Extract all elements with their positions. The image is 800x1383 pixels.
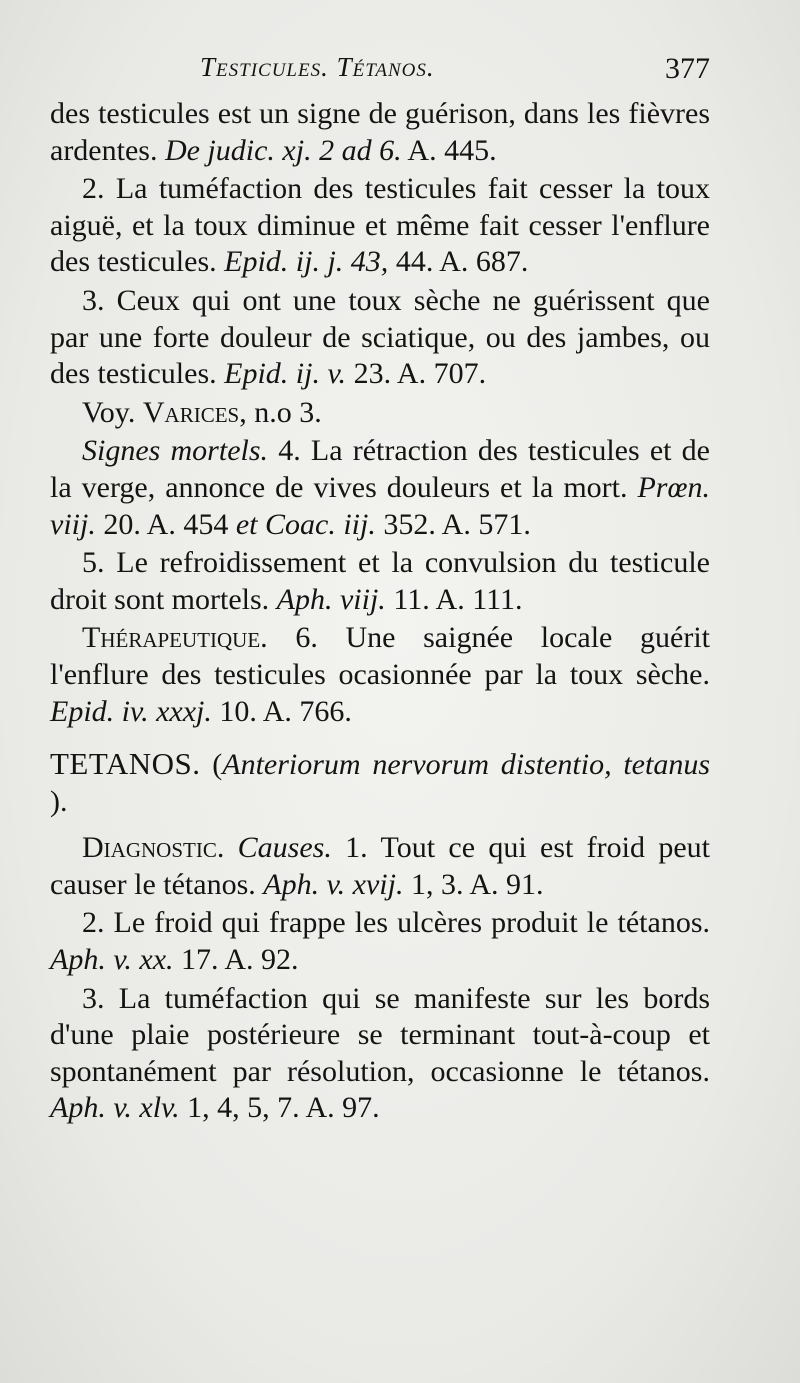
section-label: Signes mortels.	[82, 434, 269, 468]
running-head-tetanos: Tétanos.	[336, 52, 435, 82]
text: des testicules est un signe de guérison, dans les fièvres ardentes.	[50, 97, 710, 167]
page-header	[200, 52, 710, 92]
citation: et Coac. iij.	[235, 507, 376, 541]
text: , n.o 3.	[239, 395, 322, 429]
subsection-label: Causes.	[224, 831, 332, 865]
text: 23. A. 707.	[346, 357, 487, 391]
paragraph-testicules-3	[50, 283, 710, 393]
text: ).	[50, 784, 68, 818]
paragraph-therapeutique	[50, 620, 710, 730]
entry-title: TETANOS.	[50, 746, 201, 782]
text: 11. A. 111.	[385, 582, 523, 616]
text: 3. La tuméfaction qui se manifeste sur les bords d'une plaie postérieure se terminant tout-à-coup et spontanément par résolution, occasionne le tétanos.	[50, 981, 710, 1088]
text: 3. Ceux qui ont une toux sèche ne guérissent que par une forte douleur de sciatique, ou des jambes, ou des testicules.	[50, 283, 710, 391]
paragraph-tetanos-3	[50, 981, 710, 1127]
text: 2. La tuméfaction des testicules fait cesser la toux aiguë, et la toux diminue et même fait cesser l'enflure des testicules.	[50, 172, 710, 279]
paragraph-cross-reference	[50, 395, 710, 432]
paragraph-testicules-2	[50, 171, 710, 281]
latin-term: Anteriorum nervorum distentio, tetanus	[222, 748, 710, 782]
text: 4. La rétraction des testicules et de la verge, annonce de vives douleurs et la mort.	[50, 434, 710, 504]
text: 44. A. 687.	[388, 245, 529, 279]
text: 1. Tout ce qui est froid peut causer le tétanos.	[50, 831, 710, 901]
citation: Aph. v. xlv.	[50, 1091, 180, 1125]
paragraph-signes-mortels	[50, 433, 710, 543]
paragraph-testicules-continuation	[50, 96, 710, 169]
page-body	[50, 96, 710, 1129]
entry-heading-tetanos	[50, 746, 710, 820]
citation: Epid. ij. v.	[224, 357, 347, 391]
text: 1, 4, 5, 7. A. 97.	[179, 1091, 380, 1125]
text: 17. A. 92.	[173, 943, 299, 977]
paragraph-diagnostic	[50, 830, 710, 903]
citation: Aph. v. xx.	[50, 943, 174, 977]
text: 10. A. 766.	[211, 694, 352, 728]
paragraph-testicules-5	[50, 545, 710, 618]
citation: Epid. iv. xxxj.	[50, 694, 212, 728]
citation: Aph. viij.	[276, 582, 386, 616]
paragraph-tetanos-2	[50, 905, 710, 978]
citation: Aph. v. xvij.	[263, 867, 404, 901]
page-number: 377	[665, 52, 710, 85]
text: 1, 3. A. 91.	[403, 867, 544, 901]
text: 2. Le froid qui frappe les ulcères produit le tétanos.	[82, 906, 710, 940]
text: 6. Une saignée locale guérit l'enflure des testicules ocasionnée par la toux sèche.	[50, 621, 710, 691]
running-head	[200, 52, 435, 83]
citation: Epid. ij. j. 43,	[224, 245, 389, 279]
citation: Prœn. viij.	[50, 470, 710, 541]
section-label: Thérapeutique.	[82, 621, 268, 655]
running-head-testicules: Testicules.	[200, 52, 329, 82]
cross-reference-term: Varices	[142, 395, 240, 429]
text: Voy.	[82, 395, 143, 429]
citation: De judic. xj. 2 ad 6.	[164, 133, 402, 167]
text: 5. Le refroidissement et la convulsion du testicule droit sont mortels.	[50, 546, 710, 616]
text: 20. A. 454	[95, 507, 236, 541]
text: A. 445.	[401, 133, 497, 167]
section-label: Diagnostic.	[82, 831, 225, 865]
text: 352. A. 571.	[375, 507, 531, 541]
text: (	[200, 748, 223, 782]
